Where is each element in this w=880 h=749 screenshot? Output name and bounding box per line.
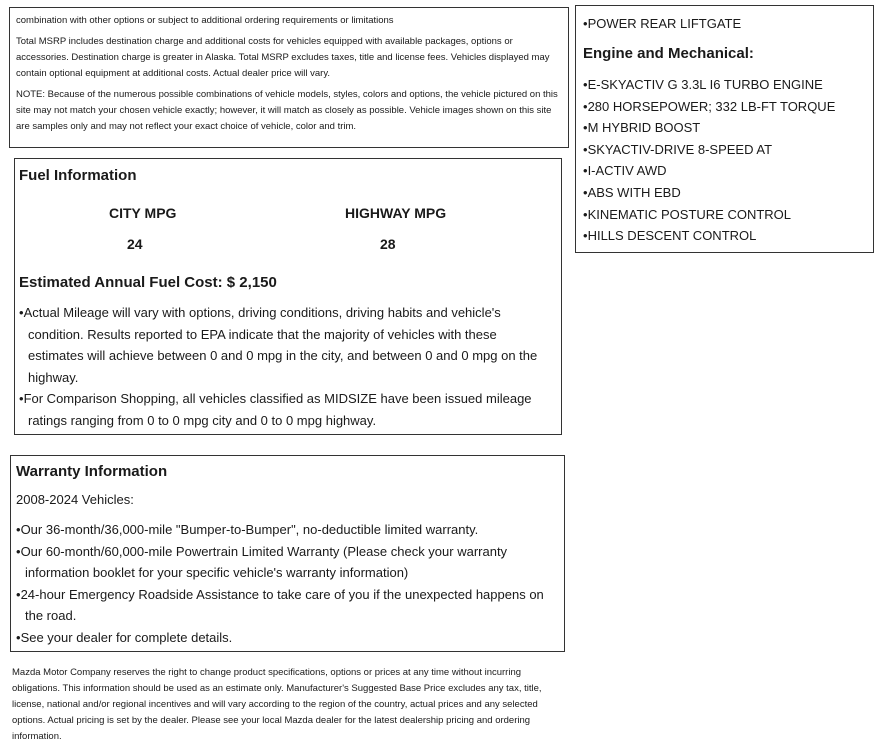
warranty-title: Warranty Information: [16, 463, 168, 480]
engine-feature-list: [583, 74, 871, 247]
engine-feature-item: • I-ACTIV AWD: [583, 160, 871, 182]
mileage-note: • Actual Mileage will vary with options, driving conditions, driving habits and vehicle's condition. Results reported to EPA indicate that the majority of vehicles with these estimates will achieve between 0 and 0 mpg in the city, and between 0 and 0 mpg on the highway.: [19, 302, 555, 388]
engine-feature-item: • ABS WITH EBD: [583, 182, 871, 204]
warranty-list: [16, 519, 561, 649]
engine-feature-item: • SKYACTIV-DRIVE 8-SPEED AT: [583, 139, 871, 161]
engine-feature-item: • E-SKYACTIV G 3.3L I6 TURBO ENGINE: [583, 74, 871, 96]
warranty-item: • 24-hour Emergency Roadside Assistance to take care of you if the unexpected happens on the road.: [16, 584, 561, 627]
city-mpg-value: 24: [127, 236, 143, 252]
engine-feature-item: • M HYBRID BOOST: [583, 117, 871, 139]
features-box: [575, 5, 874, 253]
warranty-item: • Our 60-month/60,000-mile Powertrain Limited Warranty (Please check your warranty information booklet for your specific vehicle's warranty information): [16, 541, 561, 584]
warranty-item: • Our 36-month/36,000-mile "Bumper-to-Bumper", no-deductible limited warranty.: [16, 519, 561, 541]
disclaimer-box: [9, 7, 569, 148]
warranty-box: [10, 455, 565, 652]
warranty-years: 2008-2024 Vehicles:: [16, 492, 134, 507]
footer-disclaimer: Mazda Motor Company reserves the right to change product specifications, options or prices at any time without incurring obligations. This information should be used as an estimate only. Manufacturer's Suggested Base Price excludes any tax, title, license, national and/or regional incentives and will vary according to the region of the country, actual prices and any selected options. Actual pricing is set by the dealer. Please see your local Mazda dealer for the latest dealership pricing and ordering information.: [12, 667, 542, 742]
fuel-notes: [19, 302, 555, 432]
engine-mechanical-title: Engine and Mechanical:: [583, 45, 754, 62]
highway-mpg-value: 28: [380, 236, 396, 252]
disclaimer-line: combination with other options or subject to additional ordering requirements or limitations: [16, 15, 394, 26]
fuel-info-box: [14, 158, 562, 435]
engine-feature-item: • 280 HORSEPOWER; 332 LB-FT TORQUE: [583, 96, 871, 118]
fuel-info-title: Fuel Information: [19, 167, 137, 184]
comparison-note: • For Comparison Shopping, all vehicles classified as MIDSIZE have been issued mileage ratings ranging from 0 to 0 mpg city and 0 to 0 mpg highway.: [19, 388, 555, 431]
note-disclaimer: NOTE: Because of the numerous possible combinations of vehicle models, styles, colors and options, the vehicle pictured on this site may not match your chosen vehicle exactly; however, it will match as closely as possible. Vehicle images shown on this site are samples only and may not reflect your exact choice of vehicle, color and trim.: [16, 89, 558, 132]
highway-mpg-label: HIGHWAY MPG: [345, 205, 447, 221]
engine-feature-item: • HILLS DESCENT CONTROL: [583, 225, 871, 247]
engine-feature-item: • KINEMATIC POSTURE CONTROL: [583, 204, 871, 226]
warranty-item: • See your dealer for complete details.: [16, 627, 561, 649]
annual-fuel-cost: Estimated Annual Fuel Cost: $ 2,150: [19, 274, 277, 291]
feature-item: • POWER REAR LIFTGATE: [583, 13, 741, 35]
msrp-disclaimer: Total MSRP includes destination charge and additional costs for vehicles equipped with available packages, options or accessories. Destination charge is greater in Alaska. Total MSRP excludes taxes, title and license fees. Vehicles displayed may contain optional equipment at additional costs. Actual dealer price will vary.: [16, 36, 550, 79]
city-mpg-label: CITY MPG: [109, 205, 177, 221]
